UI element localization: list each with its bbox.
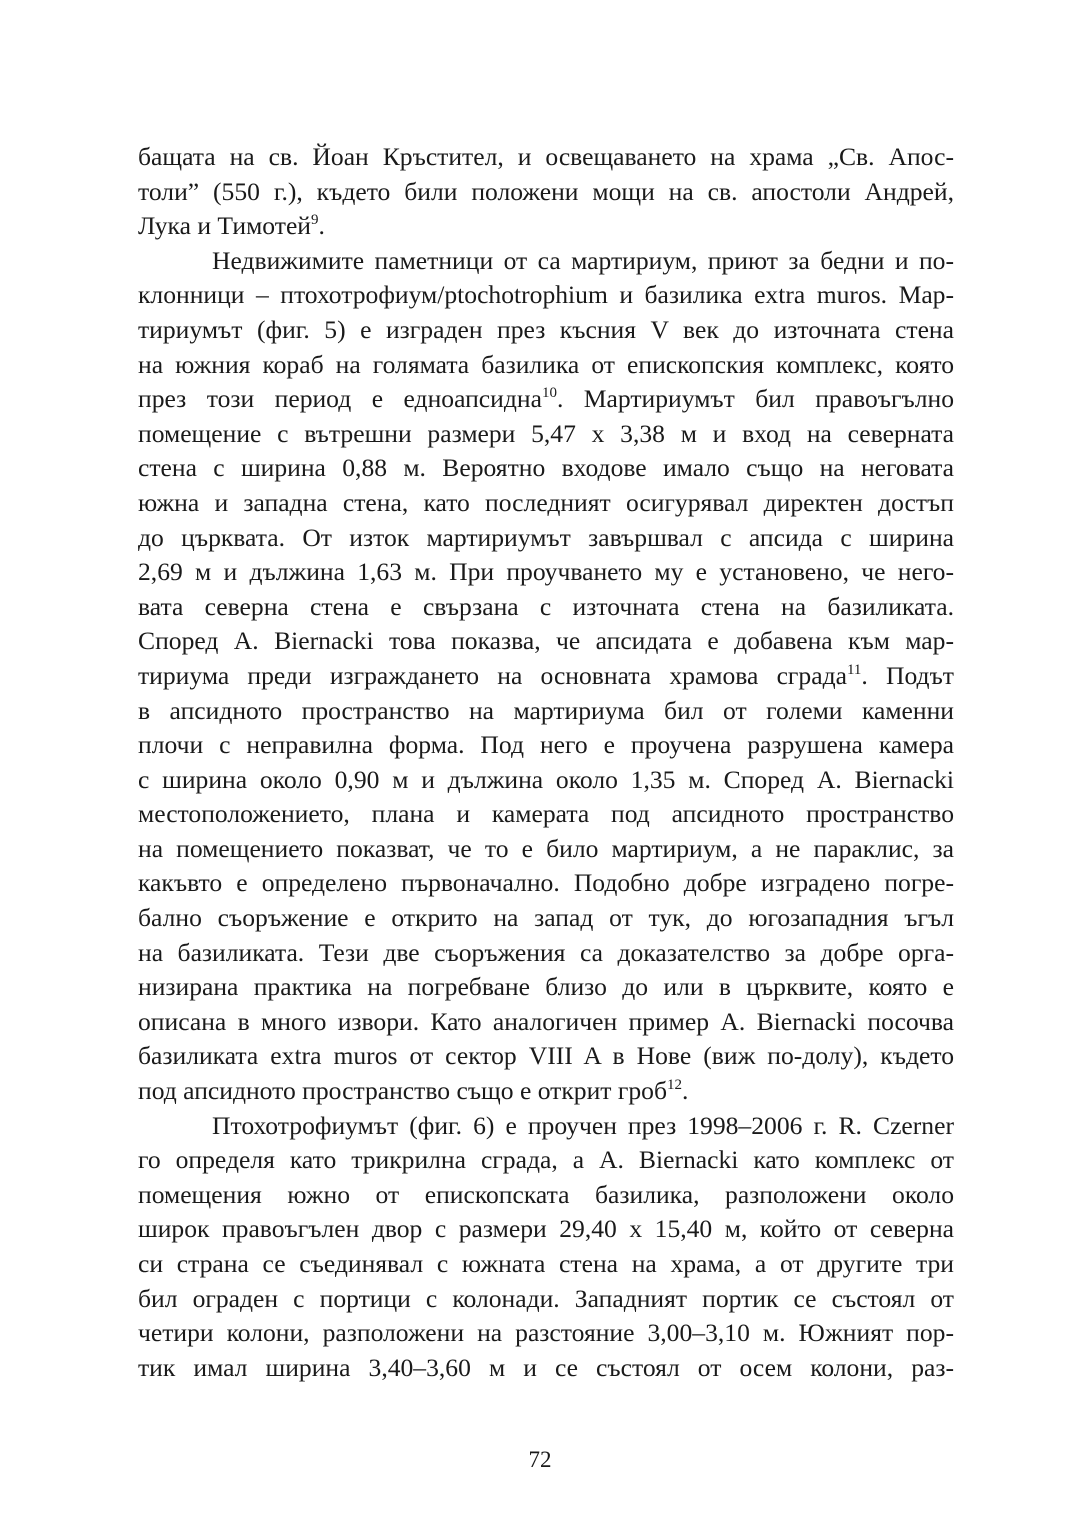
text-line (138, 451, 954, 486)
page-body-text (138, 140, 954, 1385)
line-text: базиликата extra muros от сектор VIII A в Нове (виж по-долу), където (138, 1041, 954, 1071)
text-line (138, 970, 954, 1005)
line-text: 2,69 м и дължина 1,63 м. При проучването му е установено, че него- (138, 557, 954, 587)
text-line (138, 797, 954, 832)
text-line (138, 728, 954, 763)
text-line (138, 555, 954, 590)
text-line (138, 417, 954, 452)
text-line (138, 486, 954, 521)
text-line (138, 1351, 954, 1386)
text-line (138, 1282, 954, 1317)
line-text: стена с ширина 0,88 м. Вероятно входове имало също на неговата (138, 453, 954, 483)
line-text: южна и западна стена, като последният осигурявал директен достъп (138, 487, 954, 517)
footnote-reference[interactable]: 10 (541, 385, 557, 402)
text-line (138, 348, 954, 383)
footnote-reference[interactable]: 12 (666, 1077, 682, 1094)
line-text: с ширина около 0,90 м и дължина около 1,35 м. Според A. Biernacki (138, 764, 954, 794)
line-text: вата северна стена е свързана с източната стена на базиликата. (138, 591, 954, 621)
line-text: до църквата. От изток мартириумът завършвал с апсида с ширина (138, 522, 954, 552)
line-text: тик имал ширина 3,40–3,60 м и се състоял от осем колони, раз- (138, 1352, 954, 1382)
text-line (138, 278, 954, 313)
line-text: Недвижимите паметници от са мартириум, приют за бедни и по- (212, 245, 954, 275)
line-text: на южния кораб на голямата базилика от епископския комплекс, която (138, 349, 954, 379)
text-line (138, 1178, 954, 1213)
line-text: какъвто е определено първоначално. Подобно добре изградено погре- (138, 868, 954, 898)
text-line (138, 521, 954, 556)
line-text: тириумът (фиг. 5) е изграден през късния V век до източната стена (138, 314, 954, 344)
text-line (138, 936, 954, 971)
text-line (138, 694, 954, 729)
line-text: помещения южно от епископската базилика, разположени около (138, 1179, 954, 1209)
text-line (138, 1212, 954, 1247)
line-text: под апсидното пространство също е открит гроб (138, 1076, 667, 1106)
line-text: местоположението, плана и камерата под апсидното пространство (138, 799, 954, 829)
line-text: бащата на св. Йоан Кръстител, и освещаването на храма „Св. Апос- (138, 142, 954, 171)
footnote-reference[interactable]: 9 (311, 212, 319, 229)
line-text: четири колони, разположени на разстояние 3,00–3,10 м. Южният пор- (138, 1318, 954, 1348)
text-line (138, 140, 954, 175)
line-text: толи” (550 г.), където били положени мощи на св. апостоли Андрей, (138, 176, 954, 206)
line-text: клонници – птохотрофиум/ptochotrophium и базилика extra muros. Мар- (138, 280, 954, 310)
text-line (138, 832, 954, 867)
line-text: тириума преди изграждането на основната храмова сграда (138, 660, 847, 690)
line-text: помещение с вътрешни размери 5,47 х 3,38 м и вход на северната (138, 418, 954, 448)
line-text: в апсидното пространство на мартириума бил от големи каменни (138, 695, 954, 725)
line-text: през този период е едноапсидна (138, 384, 542, 414)
paragraph-first-line (138, 244, 954, 279)
line-text: Лука и Тимотей (138, 211, 312, 241)
text-line (138, 1039, 954, 1074)
line-text: си страна се съединявал с южната стена на храма, а от другите три (138, 1249, 954, 1278)
text-line (138, 1247, 954, 1282)
text-line (138, 866, 954, 901)
text-line (138, 763, 954, 798)
text-line (138, 901, 954, 936)
line-text-continuation: . Мартириумът бил правоъгълно (556, 384, 954, 414)
line-text: широк правоъгълен двор с размери 29,40 х 15,40 м, който от северна (138, 1214, 954, 1244)
text-line (138, 175, 954, 210)
text-line (138, 1316, 954, 1351)
line-text-continuation: . Подът (861, 660, 954, 690)
text-line (138, 659, 954, 694)
text-line (138, 209, 954, 244)
line-text: бално съоръжение е открито на запад от тук, до югозападния ъгъл (138, 903, 954, 933)
line-text: описана в много извори. Като аналогичен пример A. Biernacki посочва (138, 1006, 954, 1036)
line-text-continuation: . (318, 211, 325, 241)
page-number: 72 (528, 1447, 552, 1472)
line-text: плочи с неправилна форма. Под него е проучена разрушена камера (138, 730, 954, 760)
text-line (138, 1143, 954, 1178)
line-text: Според A. Biernacki това показва, че апсидата е добавена към мар- (138, 626, 954, 656)
line-text: Птохотрофиумът (фиг. 6) е проучен през 1998–2006 г. R. Czerner (212, 1110, 954, 1140)
line-text: бил ограден с портици с колонади. Западният портик се състоял от (138, 1283, 954, 1313)
line-text-continuation: . (681, 1076, 689, 1106)
text-line (138, 1005, 954, 1040)
line-text: на базиликата. Тези две съоръжения са доказателство за добре орга- (138, 937, 954, 967)
text-line (138, 1074, 954, 1109)
footnote-reference[interactable]: 11 (846, 661, 862, 678)
line-text: низирана практика на погребване близо до или в църквите, която е (138, 972, 954, 1002)
text-line (138, 624, 954, 659)
text-line (138, 313, 954, 348)
text-line (138, 382, 954, 417)
paragraph-first-line (138, 1109, 954, 1144)
line-text: го определя като трикрилна сграда, а A. Biernacki като комплекс от (138, 1145, 954, 1175)
text-line (138, 590, 954, 625)
line-text: на помещението показват, че то е било мартириум, а не параклис, за (138, 833, 954, 863)
